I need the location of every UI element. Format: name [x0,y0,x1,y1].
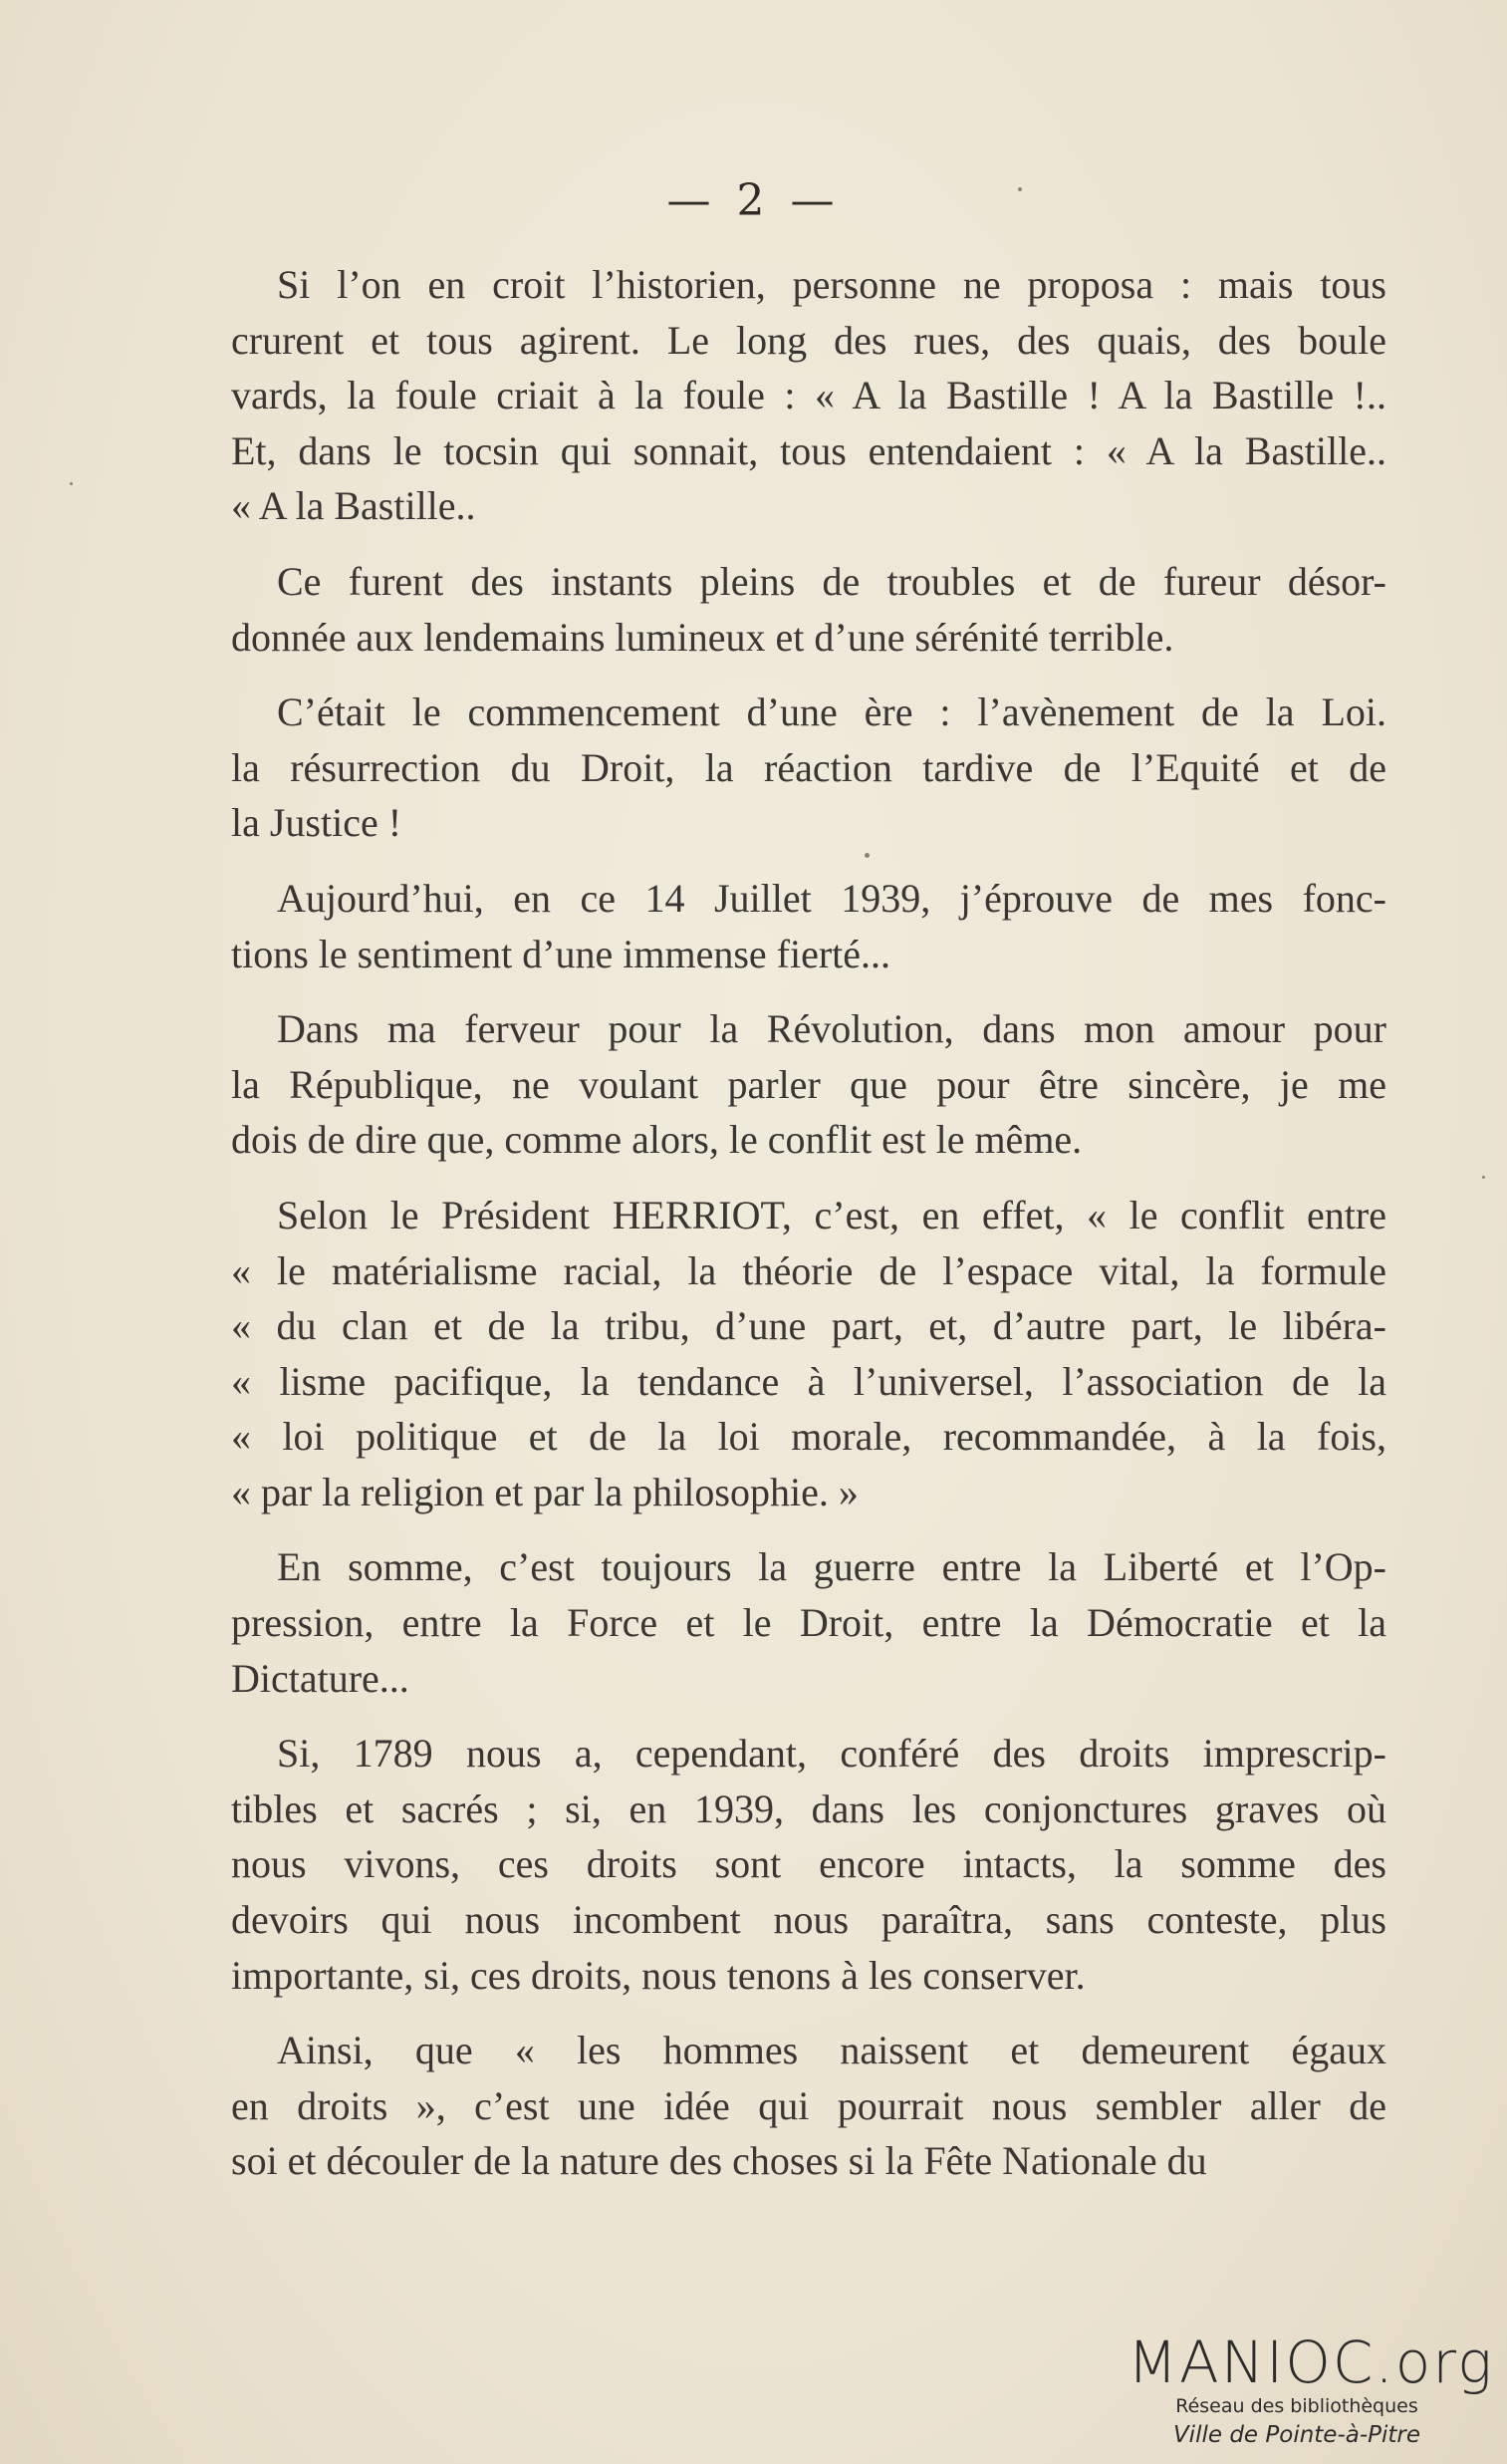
text-line: C’était le commencement d’une ère : l’avènement de la Loi. [277,689,1386,735]
paragraph [231,554,1386,665]
paper-speck [865,853,870,858]
text-line: la résurrection du Droit, la réaction tardive de l’Equité et de [231,744,1386,790]
text-line: Ainsi, que « les hommes naissent et demeurent égaux [277,2028,1386,2073]
paper-speck [1018,187,1022,191]
paragraph [231,1001,1386,1168]
text-line: Dans ma ferveur pour la Révolution, dans mon amour pour [277,1006,1386,1052]
logo-city: Ville de Pointe-à-Pitre [1172,2422,1421,2448]
paragraph-gap [231,1168,1386,1188]
page-number: — 2 — [666,175,841,226]
paragraph-gap [231,851,1386,871]
paragraph-gap [231,1706,1386,1726]
paragraph-gap [231,2003,1386,2023]
paper-speck [70,482,73,485]
text-line: « A la Bastille.. [231,483,476,529]
paragraph-gap [231,534,1386,554]
text-line: Et, dans le tocsin qui sonnait, tous entendaient : « A la Bastille.. [231,427,1386,473]
text-line: « loi politique et de la loi morale, recommandée, à la fois, [231,1414,1386,1460]
logo-network: Réseau des bibliothèques [1175,2395,1418,2417]
text-line: soi et découler de la nature des choses si la Fête Nationale du [231,2138,1207,2184]
text-line: Ce furent des instants pleins de troubles et de fureur désor- [277,558,1386,604]
text-line: la Justice ! [231,800,402,846]
logo-wordmark: MANIOC.org [1128,2328,1494,2396]
paragraph-gap [231,665,1386,684]
text-line: Dictature... [231,1655,409,1701]
paragraph [231,684,1386,851]
text-line: Selon le Président HERRIOT, c’est, en effet, « le conflit entre [277,1192,1386,1237]
paragraph [231,1539,1386,1706]
text-line: En somme, c’est toujours la guerre entre la Liberté et l’Op- [277,1544,1386,1590]
paragraph [231,1726,1386,2003]
paragraph [231,871,1386,981]
text-line: nous vivons, ces droits sont encore intacts, la somme des [231,1841,1386,1887]
text-line: importante, si, ces droits, nous tenons à les conserver. [231,1952,1086,1998]
text-line: tions le sentiment d’une immense fierté... [231,931,891,976]
text-line: crurent et tous agirent. Le long des rues, des quais, des boule [231,317,1386,363]
paragraph [231,2023,1386,2189]
paragraph [231,257,1386,534]
text-line: pression, entre la Force et le Droit, entre la Démocratie et la [231,1600,1386,1646]
text-line: donnée aux lendemains lumineux et d’une sérénité terrible. [231,614,1174,660]
paragraph [231,1188,1386,1520]
text-line: la République, ne voulant parler que pour être sincère, je me [231,1061,1386,1107]
text-line: « par la religion et par la philosophie. » [231,1469,859,1514]
paragraph-gap [231,981,1386,1001]
text-line: Si l’on en croit l’historien, personne ne proposa : mais tous [277,262,1386,307]
text-line: vards, la foule criait à la foule : « A la Bastille ! A la Bastille !.. [231,373,1386,418]
text-line: Aujourd’hui, en ce 14 Juillet 1939, j’éprouve de mes fonc- [277,875,1386,921]
manioc-logo[interactable] [1128,2328,1494,2451]
text-line: « lisme pacifique, la tendance à l’universel, l’association de la [231,1358,1386,1404]
text-line: « le matérialisme racial, la théorie de l’espace vital, la formule [231,1247,1386,1293]
paper-speck [1482,1176,1485,1179]
text-line: « du clan et de la tribu, d’une part, et, d’autre part, le libéra- [231,1303,1386,1349]
text-line: tibles et sacrés ; si, en 1939, dans les conjonctures graves où [231,1785,1386,1831]
body-text [231,257,1386,2189]
text-line: dois de dire que, comme alors, le conflit est le même. [231,1117,1083,1163]
text-line: en droits », c’est une idée qui pourrait nous sembler aller de [231,2082,1386,2128]
paragraph-gap [231,1519,1386,1539]
text-line: devoirs qui nous incombent nous paraîtra, sans conteste, plus [231,1897,1386,1943]
text-line: Si, 1789 nous a, cependant, conféré des droits imprescrip- [277,1731,1386,1777]
